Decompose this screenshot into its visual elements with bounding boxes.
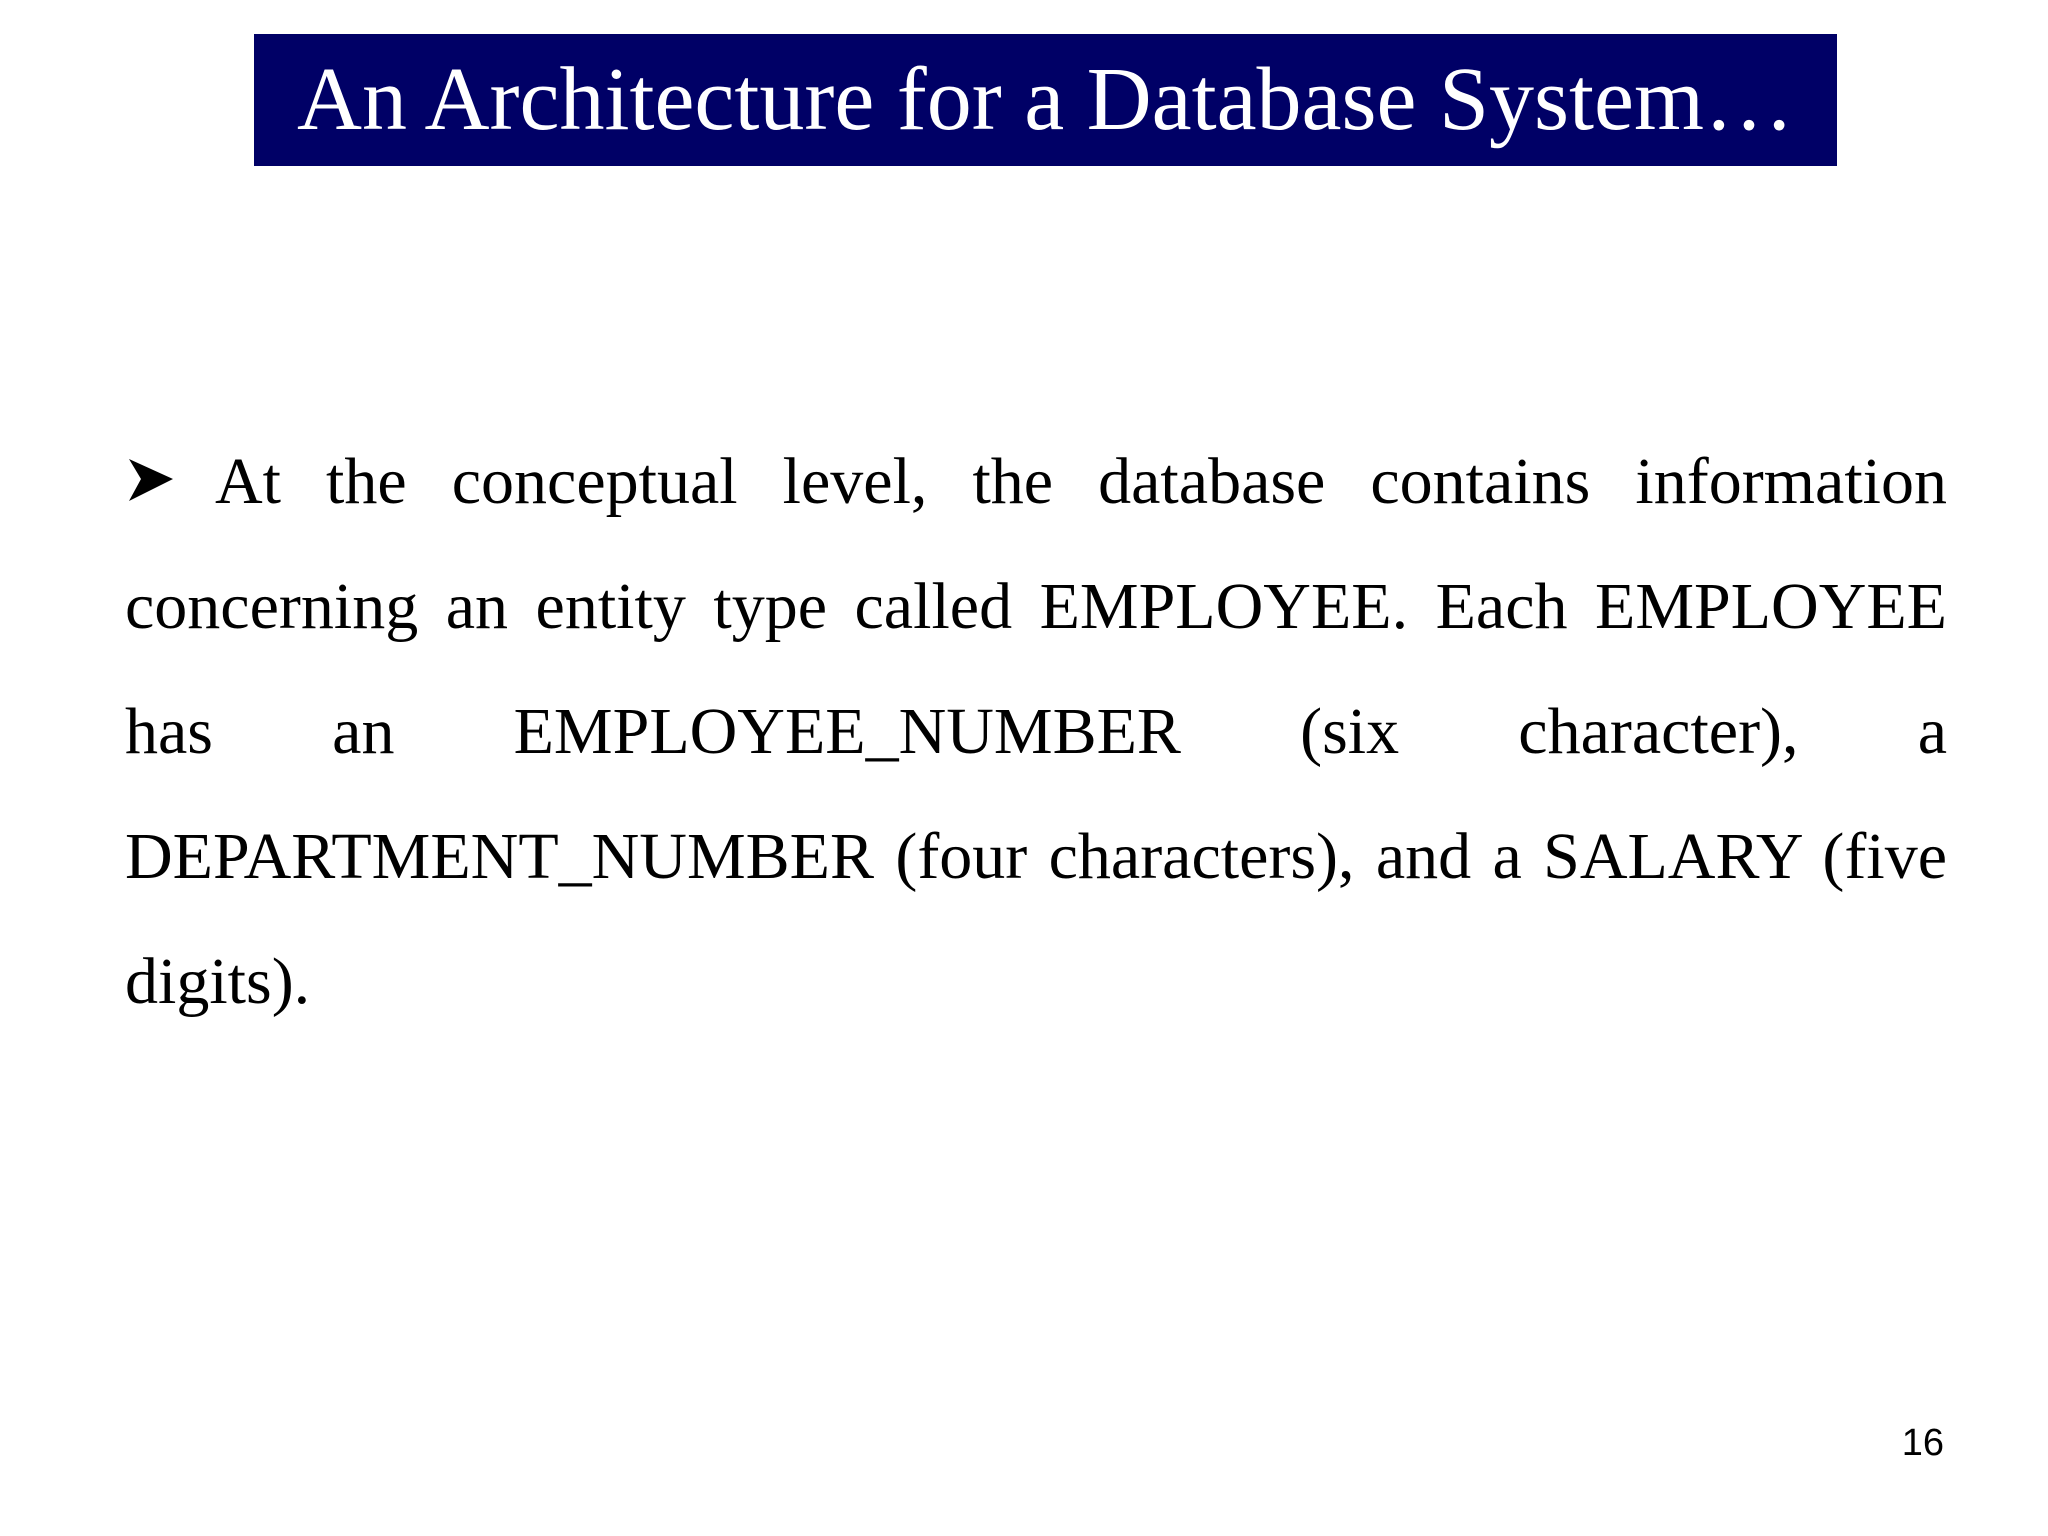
slide-title: An Architecture for a Database System… <box>297 50 1794 149</box>
bullet-point <box>125 419 1947 1044</box>
page-number: 16 <box>1901 1422 1944 1464</box>
slide-body <box>125 419 1947 1044</box>
title-banner <box>254 34 1837 166</box>
arrowhead-bullet-icon <box>125 457 175 507</box>
bullet-text: At the conceptual level, the database contains information concerning an entity type called EMPLOYEE. Each EMPLOYEE has an EMPLOYEE_NUMBER (six character), a DEPARTMENT_NUMBER (four characters), and a SALARY (five digits). <box>125 445 1947 1018</box>
